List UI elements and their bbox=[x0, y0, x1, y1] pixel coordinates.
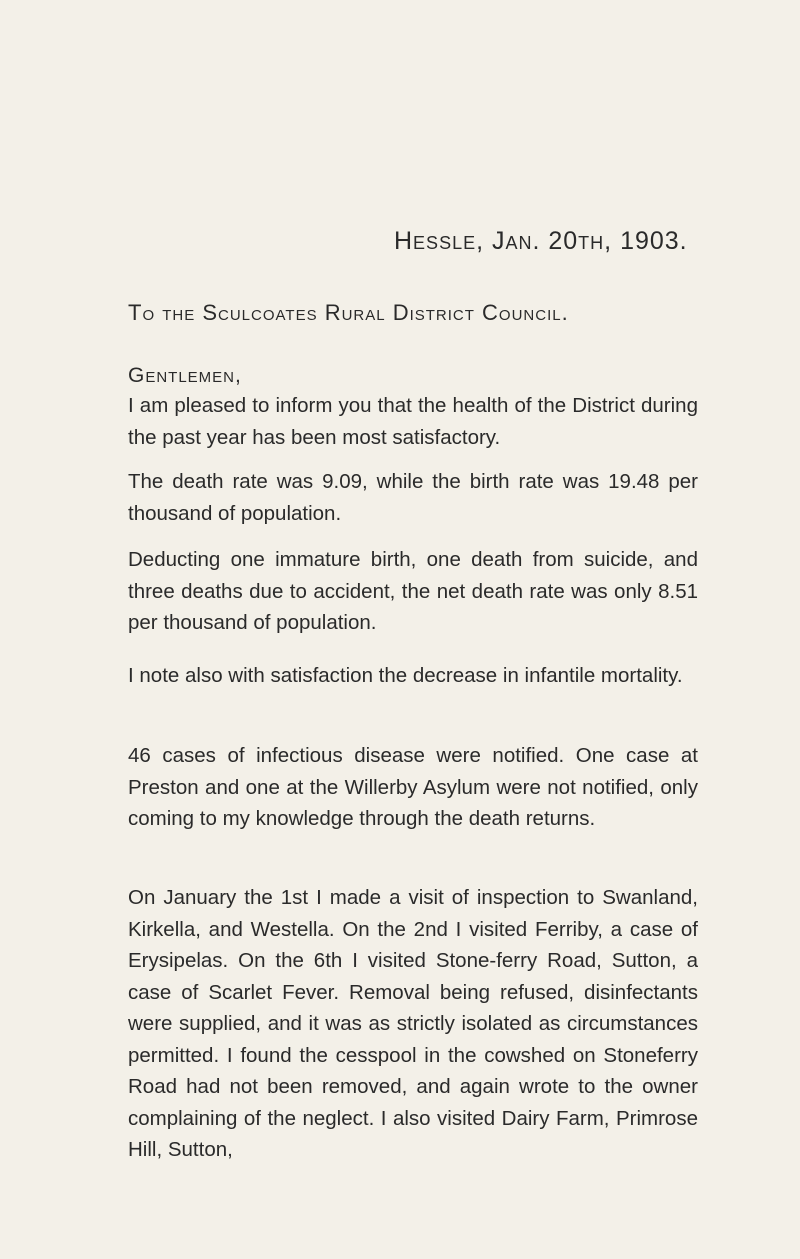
paragraph-death-birth-rate: The death rate was 9.09, while the birth rate was 19.48 per thousand of population. bbox=[128, 470, 698, 525]
addressee-heading: To the Sculcoates Rural District Council. bbox=[128, 300, 569, 325]
paragraph-infantile-mortality: I note also with satisfaction the decrease in infantile mortality. bbox=[128, 664, 683, 687]
paragraph-net-death-rate: Deducting one immature birth, one death from suicide, and three deaths due to accident, the net death rate was only 8.51 per thousand of population. bbox=[128, 548, 698, 634]
salutation: Gentlemen, bbox=[128, 364, 242, 387]
paragraph-health-summary: I am pleased to inform you that the health of the District during the past year has been most satisfactory. bbox=[128, 394, 698, 449]
paragraph-inspections: On January the 1st I made a visit of inspection to Swanland, Kirkella, and Westella. On the 2nd I visited Ferriby, a case of Erysipelas. On the 6th I visited Stone-ferry Road, Sutton, a case of Scarlet Fever. Removal being refused, disinfectants were supplied, and it was as strictly isolated as circumstances permitted. I found the cesspool in the cowshed on Stoneferry Road had not been removed, and again wrote to the owner complaining of the neglect. I also visited Dairy Farm, Primrose Hill, Sutton, bbox=[128, 886, 698, 1161]
place-date-heading: Hessle, Jan. 20th, 1903. bbox=[394, 227, 688, 255]
paragraph-infectious-disease: 46 cases of infectious disease were notified. One case at Preston and one at the Willerby Asylum were not notified, only coming to my knowledge through the death returns. bbox=[128, 744, 698, 830]
